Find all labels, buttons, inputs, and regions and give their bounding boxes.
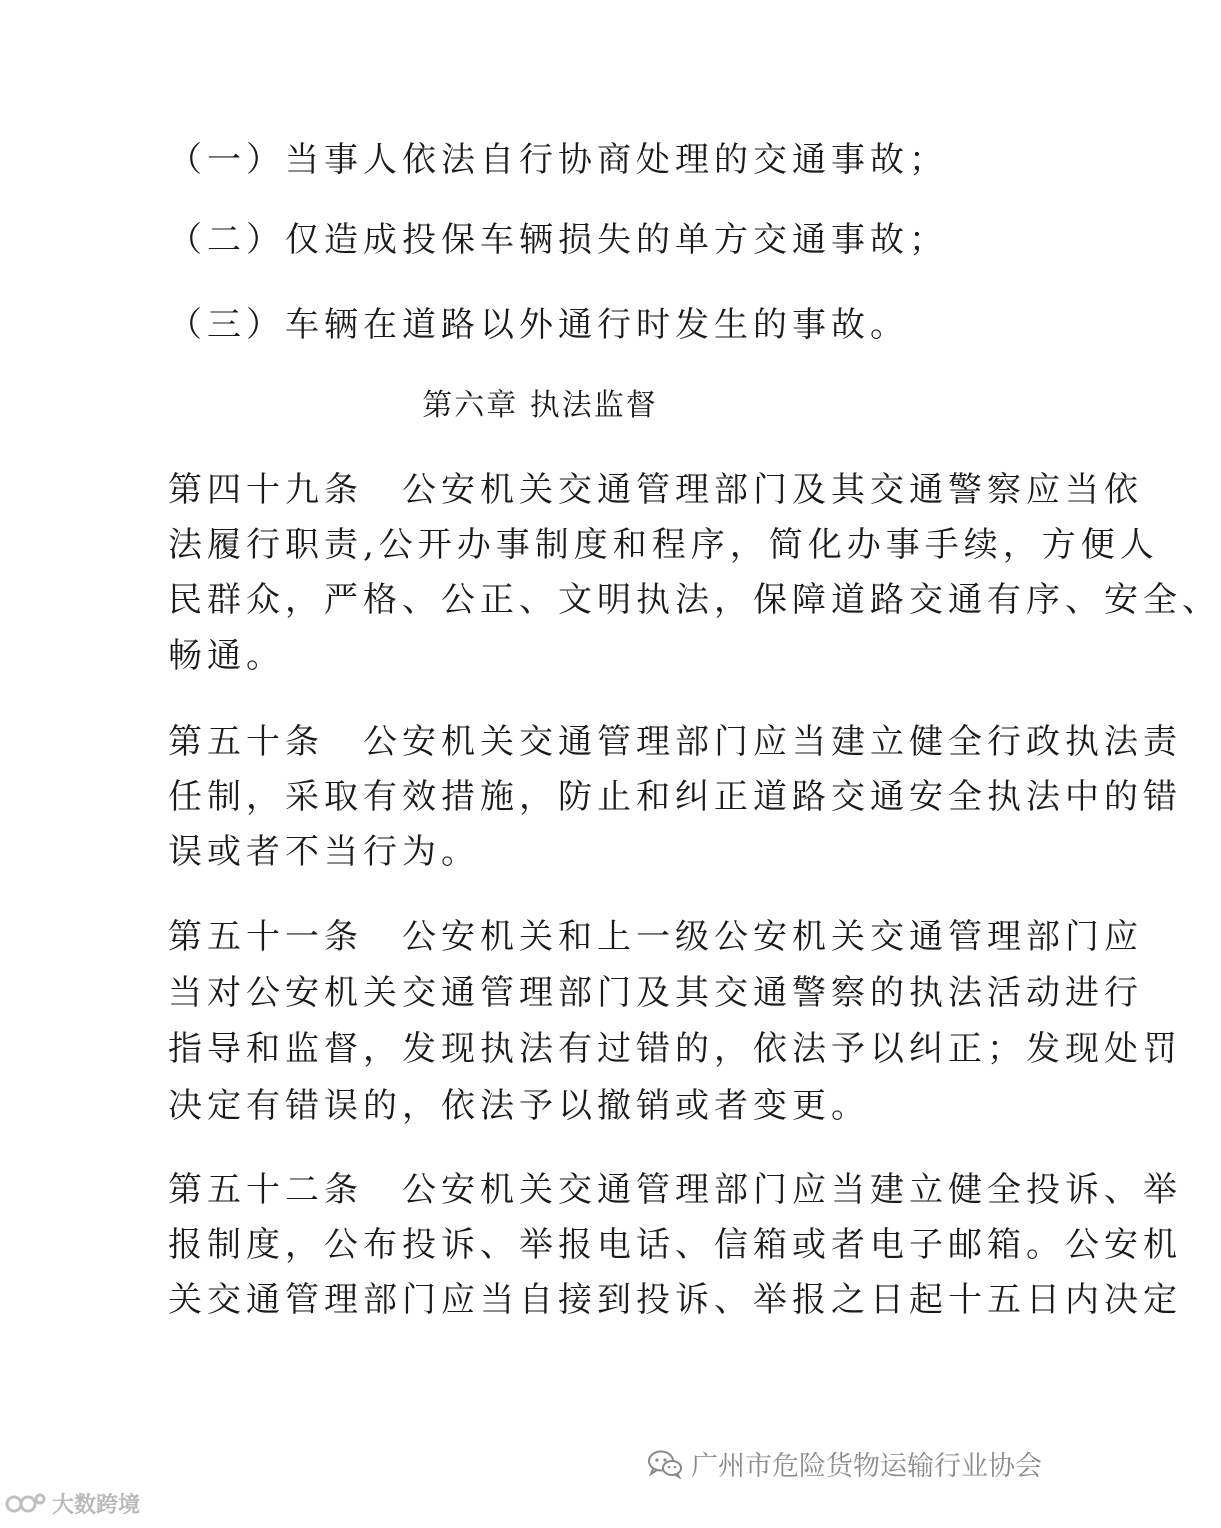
platform-name: 大数跨境: [52, 1493, 141, 1518]
article-52-line-1: 第五十二条 公安机关交通管理部门应当建立健全投诉、举: [168, 1170, 1182, 1210]
article-50-line-3: 误或者不当行为。: [168, 832, 480, 872]
list-item-3: （三）车辆在道路以外通行时发生的事故。: [168, 305, 909, 345]
article-50-line-2: 任制，采取有效措施，防止和纠正道路交通安全执法中的错: [168, 777, 1182, 817]
article-52-line-2: 报制度，公布投诉、举报电话、信箱或者电子邮箱。公安机: [168, 1225, 1182, 1265]
article-51-line-3: 指导和监督，发现执法有过错的，依法予以纠正；发现处罚: [168, 1029, 1182, 1069]
chapter-heading: 第六章 执法监督: [422, 388, 658, 423]
wechat-account-watermark: [647, 1444, 1042, 1483]
article-51-line-4: 决定有错误的，依法予以撤销或者变更。: [168, 1086, 870, 1126]
article-50-line-1: 第五十条 公安机关交通管理部门应当建立健全行政执法责: [168, 722, 1182, 762]
article-51-line-2: 当对公安机关交通管理部门及其交通警察的执法活动进行: [168, 973, 1143, 1013]
dashu-logo-icon: [4, 1490, 48, 1518]
article-49-line-4: 畅通。: [168, 636, 285, 676]
article-51-line-1: 第五十一条 公安机关和上一级公安机关交通管理部门应: [168, 917, 1143, 957]
article-52-line-3: 关交通管理部门应当自接到投诉、举报之日起十五日内决定: [168, 1280, 1182, 1320]
wechat-icon: [647, 1449, 683, 1479]
platform-watermark: [4, 1488, 140, 1519]
list-item-1: （一）当事人依法自行协商处理的交通事故；: [168, 140, 948, 180]
article-49-line-2: 法履行职责,公开办事制度和程序，简化办事手续，方便人: [168, 525, 1159, 565]
wechat-account-name: 广州市危险货物运输行业协会: [691, 1451, 1042, 1482]
list-item-2: （二）仅造成投保车辆损失的单方交通事故；: [168, 220, 948, 260]
article-49-line-1: 第四十九条 公安机关交通管理部门及其交通警察应当依: [168, 470, 1143, 510]
article-49-line-3: 民群众，严格、公正、文明执法，保障道路交通有序、安全、: [168, 580, 1221, 620]
